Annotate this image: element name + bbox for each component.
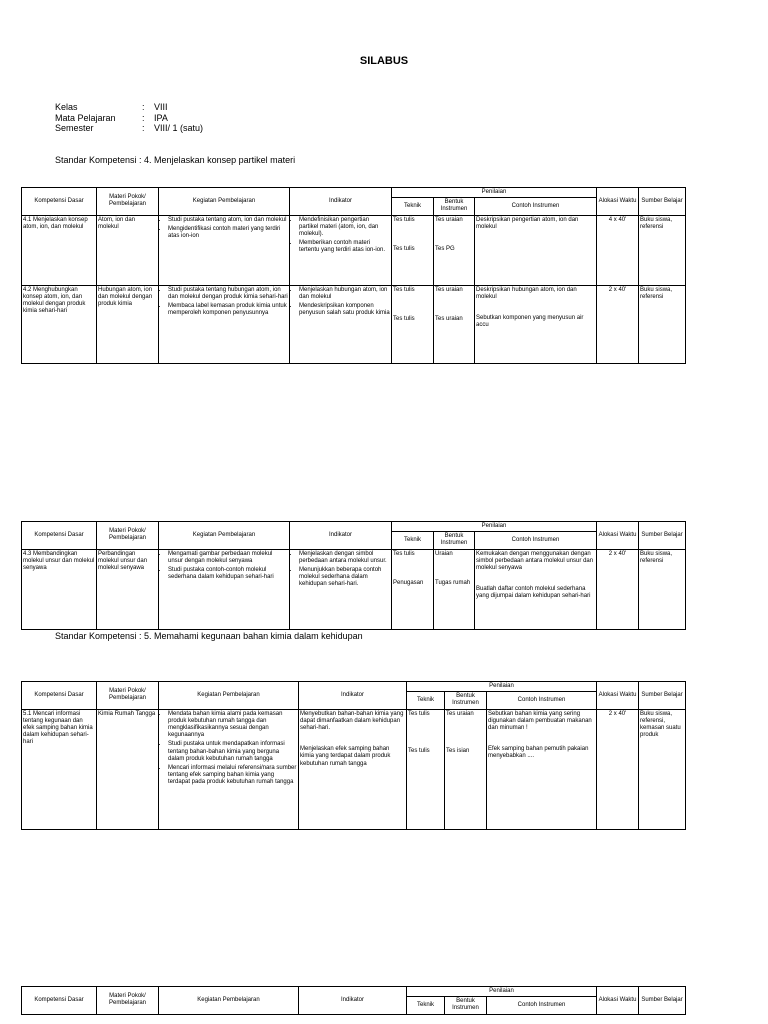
page-title: SILABUS [359, 55, 409, 67]
bentuk-instrumen: Uraian Tugas rumah [434, 549, 475, 629]
kompetensi-dasar: 4.1 Menjelaskan konsep atom, ion, dan molekul [22, 215, 97, 285]
standar-kompetensi-4: Standar Kompetensi : 4. Menjelaskan konsep partikel materi [55, 155, 296, 165]
header-kegiatan: Kegiatan Pembelajaran [159, 522, 290, 550]
header-kompetensi-dasar: Kompetensi Dasar [22, 188, 97, 216]
header-penilaian: Penilaian [392, 188, 597, 198]
bentuk-instrumen: Tes uraian Tes isian [445, 709, 487, 829]
header-bentuk: Bentuk Instrumen [434, 198, 475, 215]
indikator: • Menjelaskan dengan simbol perbedaan antara molekul unsur. • Menunjukkan beberapa contoh molekul sederhana dalam kehidupan sehari-hari. [290, 549, 392, 629]
header-kegiatan: Kegiatan Pembelajaran [159, 682, 299, 710]
materi-pokok: Atom, ion dan molekul [97, 215, 159, 285]
alokasi-waktu: 4 x 40' [597, 215, 639, 285]
kompetensi-dasar: 4.2 Menghubungkan konsep atom, ion, dan molekul dengan produk kimia sehari-hari [22, 285, 97, 363]
meta-kelas: Kelas : VIII [55, 102, 168, 112]
header-alokasi: Alokasi Waktu [597, 682, 639, 710]
header-indikator: Indikator [290, 522, 392, 550]
contoh-instrumen: Sebutkan bahan kimia yang sering digunakan dalam pembuatan makanan dan minuman ! Efek samping bahan pemutih pakaian menyebabkan .... [487, 709, 597, 829]
kegiatan-pembelajaran: • Studi pustaka tentang hubungan atom, ion dan molekul dengan produk kimia sehari-hari • Membaca label kemasan produk kimia untuk memperoleh komponen penyusunnya [159, 285, 290, 363]
sumber-belajar: Buku siswa, referensi [639, 549, 686, 629]
materi-pokok: Perbandingan molekul unsur dan molekul senyawa [97, 549, 159, 629]
contoh-instrumen: Deskripsikan hubungan atom, ion dan molekul Sebutkan komponen yang menyusun air accu [475, 285, 597, 363]
sumber-belajar: Buku siswa, referensi, kemasan suatu produk [639, 709, 686, 829]
sumber-belajar: Buku siswa, referensi [639, 285, 686, 363]
kompetensi-dasar: 4.3 Membandingkan molekul unsur dan molekul senyawa [22, 549, 97, 629]
kegiatan-pembelajaran: • Studi pustaka tentang atom, ion dan molekul • Mengidentifikasi contoh materi yang terdiri atas ion-ion [159, 215, 290, 285]
sumber-belajar: Buku siswa, referensi [639, 215, 686, 285]
header-kompetensi-dasar: Kompetensi Dasar [22, 682, 97, 710]
header-bentuk: Bentuk Instrumen [434, 532, 475, 549]
header-indikator: Indikator [290, 188, 392, 216]
header-contoh: Contoh Instrumen [475, 532, 597, 549]
header-contoh: Contoh Instrumen [487, 997, 597, 1014]
header-penilaian: Penilaian [407, 682, 597, 692]
contoh-instrumen: Kemukakan dengan menggunakan dengan simbol perbedaan antara molekul unsur dan molekul senyawa Buatlah daftar contoh molekul sederhana yang dijumpai dalam kehidupan sehari-hari [475, 549, 597, 629]
header-row [22, 682, 686, 692]
bentuk-instrumen: Tes uraian Tes PG [434, 215, 475, 285]
header-row [22, 188, 686, 198]
header-indikator: Indikator [299, 987, 407, 1015]
header-sumber: Sumber Belajar [639, 188, 686, 216]
header-row [22, 987, 686, 997]
table-row [22, 549, 686, 629]
header-sumber: Sumber Belajar [639, 682, 686, 710]
alokasi-waktu: 2 x 40' [597, 285, 639, 363]
alokasi-waktu: 2 x 40' [597, 709, 639, 829]
materi-pokok: Kimia Rumah Tangga [97, 709, 159, 829]
kegiatan-pembelajaran: • Mengamati gambar perbedaan molekul unsur dengan molekul senyawa • Studi pustaka contoh-contoh molekul sederhana dalam kehidupan sehari-hari [159, 549, 290, 629]
header-bentuk: Bentuk Instrumen [445, 997, 487, 1014]
teknik: Tes tulis Penugasan [392, 549, 434, 629]
header-materi: Materi Pokok/ Pembelajaran [97, 522, 159, 550]
kompetensi-dasar: 5.1 Mencari informasi tentang kegunaan dan efek samping bahan kimia dalam kehidupan sehari-hari [22, 709, 97, 829]
kegiatan-pembelajaran: • Mendata bahan kimia alami pada kemasan produk kebutuhan rumah tangga dan mengklasifikasikannya sesuai dengan kegunaannya • Studi pustaka untuk mendapatkan informasi tentang bahan-bahan kimia yang berguna dalam produk kebutuhan rumah tangga • Mencari informasi melalui referensi/nara sumber tentang efek samping bahan kimia yang terdapat pada produk kebutuhan rumah tangga [159, 709, 299, 829]
header-alokasi: Alokasi Waktu [597, 188, 639, 216]
header-sumber: Sumber Belajar [639, 522, 686, 550]
header-teknik: Teknik [392, 198, 434, 215]
indikator: • Menjelaskan hubungan atom, ion dan molekul • Mendeskripsikan komponen penyusun salah satu produk kimia [290, 285, 392, 363]
syllabus-table-3 [21, 681, 686, 830]
header-materi: Materi Pokok/ Pembelajaran [97, 682, 159, 710]
header-sumber: Sumber Belajar [639, 987, 686, 1015]
header-teknik: Teknik [407, 692, 445, 709]
header-kegiatan: Kegiatan Pembelajaran [159, 188, 290, 216]
header-materi: Materi Pokok/ Pembelajaran [97, 987, 159, 1015]
meta-mata-pelajaran: Mata Pelajaran : IPA [55, 112, 168, 123]
contoh-instrumen: Deskripsikan pengertian atom, ion dan molekul [475, 215, 597, 285]
teknik: Tes tulis Tes tulis [407, 709, 445, 829]
header-teknik: Teknik [392, 532, 434, 549]
header-materi: Materi Pokok/ Pembelajaran [97, 188, 159, 216]
header-penilaian: Penilaian [392, 522, 597, 532]
header-contoh: Contoh Instrumen [487, 692, 597, 709]
syllabus-table-2 [21, 521, 686, 630]
teknik: Tes tulis Tes tulis [392, 215, 434, 285]
syllabus-table-1 [21, 187, 686, 364]
table-row [22, 285, 686, 363]
materi-pokok: Hubungan atom, ion dan molekul dengan produk kimia [97, 285, 159, 363]
header-kompetensi-dasar: Kompetensi Dasar [22, 987, 97, 1015]
bentuk-instrumen: Tes uraian Tes uraian [434, 285, 475, 363]
header-contoh: Contoh Instrumen [475, 198, 597, 215]
header-penilaian: Penilaian [407, 987, 597, 997]
alokasi-waktu: 2 x 40' [597, 549, 639, 629]
header-kegiatan: Kegiatan Pembelajaran [159, 987, 299, 1015]
syllabus-table-4 [21, 986, 686, 1015]
meta-semester: Semester : VIII/ 1 (satu) [55, 123, 204, 133]
header-alokasi: Alokasi Waktu [597, 987, 639, 1015]
table-row [22, 709, 686, 829]
header-teknik: Teknik [407, 997, 445, 1014]
teknik: Tes tulis Tes tulis [392, 285, 434, 363]
header-row [22, 522, 686, 532]
header-indikator: Indikator [299, 682, 407, 710]
table-row [22, 215, 686, 285]
header-kompetensi-dasar: Kompetensi Dasar [22, 522, 97, 550]
indikator: • Mendefinisikan pengertian partikel materi (atom, ion, dan molekul). • Memberikan contoh materi tertentu yang terdiri atas ion-ion. [290, 215, 392, 285]
header-alokasi: Alokasi Waktu [597, 522, 639, 550]
header-bentuk: Bentuk Instrumen [445, 692, 487, 709]
indikator: Menyebutkan bahan-bahan kimia yang dapat dimanfaatkan dalam kehidupan sehari-hari. Menjelaskan efek samping bahan kimia yang terdapat dalam produk kebutuhan rumah tangga [299, 709, 407, 829]
document-meta [55, 102, 203, 134]
standar-kompetensi-5: Standar Kompetensi : 5. Memahami kegunaan bahan kimia dalam kehidupan [55, 631, 363, 641]
